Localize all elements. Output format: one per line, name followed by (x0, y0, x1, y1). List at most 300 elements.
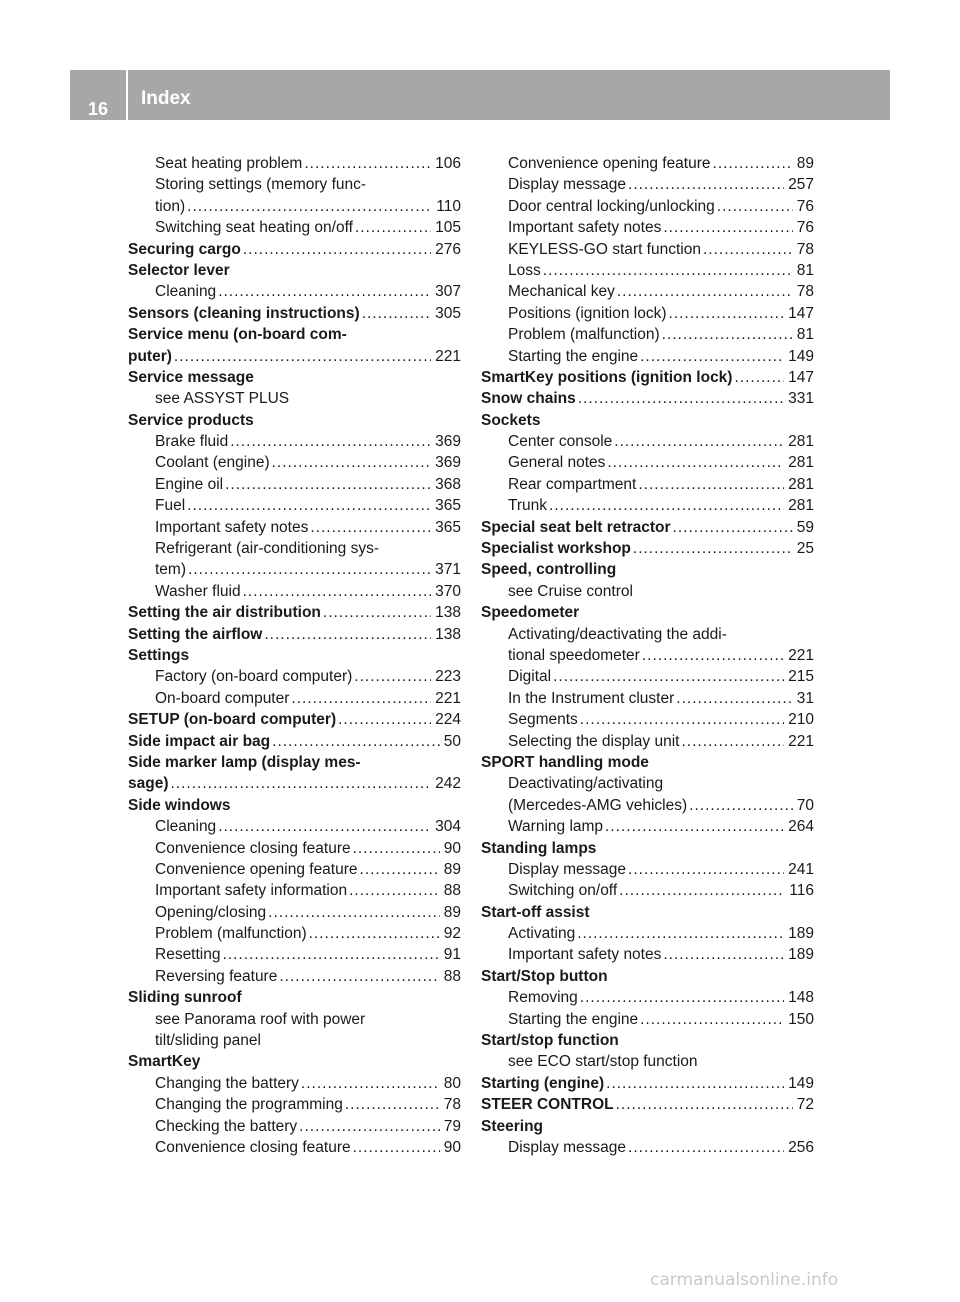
page-ref: 147 (788, 368, 814, 386)
index-entry (481, 624, 814, 645)
entry-text: Problem (malfunction) (155, 925, 307, 943)
leader-dots (291, 688, 431, 709)
entry-text: Positions (ignition lock) (508, 304, 667, 322)
page-ref: 138 (435, 625, 461, 643)
entry-text: Reversing feature (155, 967, 278, 985)
page-ref: 78 (796, 240, 814, 258)
header-bar (70, 70, 890, 120)
leader-dots (669, 303, 785, 324)
index-entry (481, 474, 814, 495)
page-ref: 264 (788, 818, 814, 836)
entry-text: Start/stop function (481, 1032, 619, 1050)
page-ref: 105 (435, 219, 461, 237)
leader-dots (642, 645, 784, 666)
leader-dots (614, 431, 784, 452)
entry-text: Warning lamp (508, 818, 604, 836)
entry-text: Digital (508, 668, 552, 686)
leader-dots (243, 581, 432, 602)
leader-dots (272, 452, 432, 473)
page-ref: 91 (443, 946, 461, 964)
page-ref: 221 (788, 732, 814, 750)
page-ref: 59 (796, 518, 814, 536)
index-entry (128, 1116, 461, 1137)
index-entry (128, 495, 461, 516)
index-entry (481, 731, 814, 752)
entry-text: Convenience closing feature (155, 1138, 351, 1156)
entry-text: Opening/closing (155, 903, 267, 921)
index-entry (128, 1137, 461, 1158)
index-heading (128, 410, 461, 431)
entry-text: Convenience closing feature (155, 839, 351, 857)
leader-dots (355, 217, 431, 238)
index-entry (128, 474, 461, 495)
page-ref: 276 (435, 240, 461, 258)
leader-dots (549, 495, 784, 516)
leader-dots (218, 816, 431, 837)
leader-dots (299, 1116, 440, 1137)
index-heading (481, 517, 814, 538)
entry-text: Center console (508, 433, 613, 451)
index-entry (481, 260, 814, 281)
index-entry (128, 816, 461, 837)
index-entry (128, 1094, 461, 1115)
page-ref: 189 (788, 925, 814, 943)
page-ref: 110 (436, 197, 461, 215)
index-entry (481, 452, 814, 473)
index-heading (128, 602, 461, 623)
entry-text: Important safety information (155, 882, 348, 900)
index-entry (128, 944, 461, 965)
entry-text: Coolant (engine) (155, 454, 270, 472)
entry-text: Resetting (155, 946, 221, 964)
page-ref: 257 (788, 176, 814, 194)
entry-text: Washer fluid (155, 582, 241, 600)
index-entry (481, 239, 814, 260)
index-entry (128, 688, 461, 709)
entry-text: Checking the battery (155, 1117, 298, 1135)
entry-text: Deactivating/activating (508, 775, 664, 793)
index-entry (481, 153, 814, 174)
entry-text: Selector lever (128, 261, 230, 279)
entry-text: Refrigerant (air-conditioning sys- (155, 540, 379, 558)
entry-text: Trunk (508, 497, 548, 515)
index-entry (481, 1137, 814, 1158)
index-heading (128, 303, 461, 324)
index-entry (481, 217, 814, 238)
page-ref: 150 (788, 1010, 814, 1028)
page-ref: 50 (443, 732, 461, 750)
page-ref: 147 (788, 304, 814, 322)
index-entry (481, 944, 814, 965)
page-ref: 116 (789, 882, 814, 900)
leader-dots (607, 452, 784, 473)
entry-text: Activating/deactivating the addi- (508, 625, 727, 643)
index-entry (481, 581, 814, 602)
entry-text: Problem (malfunction) (508, 326, 660, 344)
page-ref: 81 (796, 261, 814, 279)
entry-text: Activating (508, 925, 576, 943)
leader-dots (362, 303, 431, 324)
leader-dots (268, 902, 440, 923)
page-title: Index (141, 88, 191, 109)
index-heading (128, 773, 461, 794)
leader-dots (673, 517, 793, 538)
entry-text: Display message (508, 860, 627, 878)
entry-text: On-board computer (155, 689, 290, 707)
entry-text: Speed, controlling (481, 561, 617, 579)
entry-text: tional speedometer (508, 646, 640, 664)
entry-text: Changing the programming (155, 1096, 343, 1114)
entry-text: SmartKey (128, 1053, 201, 1071)
entry-text: Sockets (481, 411, 541, 429)
leader-dots (640, 1009, 784, 1030)
entry-text: Switching on/off (508, 882, 618, 900)
leader-dots (354, 666, 431, 687)
leader-dots (676, 688, 792, 709)
entry-text: see ECO start/stop function (508, 1053, 698, 1071)
index-heading (481, 902, 814, 923)
index-heading (481, 538, 814, 559)
index-heading (481, 410, 814, 431)
entry-text: Important safety notes (508, 219, 662, 237)
leader-dots (272, 731, 440, 752)
leader-dots (717, 196, 793, 217)
entry-text: Selecting the display unit (508, 732, 680, 750)
index-entry (128, 1030, 461, 1051)
page-ref: 281 (788, 475, 814, 493)
page-ref: 331 (788, 390, 814, 408)
index-entry (481, 709, 814, 730)
page-ref: 89 (443, 860, 461, 878)
entry-text: Factory (on-board computer) (155, 668, 353, 686)
page-ref: 370 (435, 582, 461, 600)
page-ref: 79 (443, 1117, 461, 1135)
leader-dots (662, 324, 793, 345)
leader-dots (187, 495, 431, 516)
leader-dots (663, 944, 784, 965)
index-heading (128, 709, 461, 730)
page-ref: 72 (796, 1096, 814, 1114)
leader-dots (681, 731, 784, 752)
entry-text: Seat heating problem (155, 155, 303, 172)
entry-text: (Mercedes-AMG vehicles) (508, 796, 688, 814)
index-entry (481, 773, 814, 794)
index-entry (481, 688, 814, 709)
entry-text: Service menu (on-board com- (128, 326, 347, 344)
entry-text: Convenience opening feature (508, 155, 711, 172)
page-ref: 221 (435, 347, 461, 365)
leader-dots (279, 966, 439, 987)
entry-text: Cleaning (155, 283, 217, 301)
index-entry (481, 1051, 814, 1072)
entry-text: Rear compartment (508, 475, 637, 493)
page-ref: 80 (443, 1074, 461, 1092)
index-heading (128, 260, 461, 281)
entry-text: Display message (508, 1138, 627, 1156)
index-heading (128, 367, 461, 388)
leader-dots (734, 367, 784, 388)
index-heading (481, 388, 814, 409)
index-entry (128, 923, 461, 944)
page-ref: 89 (796, 155, 814, 172)
leader-dots (628, 174, 784, 195)
page-ref: 78 (443, 1096, 461, 1114)
page-ref: 76 (796, 197, 814, 215)
index-heading (128, 239, 461, 260)
entry-text: Starting the engine (508, 1010, 639, 1028)
entry-text: Steering (481, 1117, 544, 1135)
leader-dots (174, 346, 431, 367)
page-ref: 365 (435, 518, 461, 536)
index-heading (481, 559, 814, 580)
entry-text: Start-off assist (481, 903, 590, 921)
page-ref: 210 (788, 711, 814, 729)
index-heading (128, 324, 461, 345)
index-entry (128, 538, 461, 559)
page-ref: 369 (435, 454, 461, 472)
index-entry (481, 1009, 814, 1030)
page-ref: 369 (435, 433, 461, 451)
page-ref: 368 (435, 475, 461, 493)
index-entry (128, 838, 461, 859)
leader-dots (577, 923, 784, 944)
entry-text: tion) (155, 197, 186, 215)
index-entry (481, 495, 814, 516)
index-entry (128, 388, 461, 409)
entry-text: Start/Stop button (481, 967, 608, 985)
page-ref: 304 (435, 818, 461, 836)
index-heading (481, 1116, 814, 1137)
leader-dots (619, 880, 785, 901)
index-entry (481, 196, 814, 217)
leader-dots (309, 923, 440, 944)
index-entry (481, 281, 814, 302)
index-heading (481, 966, 814, 987)
leader-dots (222, 944, 439, 965)
entry-text: Changing the battery (155, 1074, 299, 1092)
entry-text: tilt/sliding panel (155, 1032, 261, 1050)
index-entry (128, 859, 461, 880)
index-heading (481, 838, 814, 859)
leader-dots (713, 153, 793, 174)
entry-text: sage) (128, 775, 169, 793)
page-ref: 25 (796, 540, 814, 558)
leader-dots (264, 624, 431, 645)
page-ref: 92 (443, 925, 461, 943)
header-divider (126, 70, 128, 120)
index-entry (128, 174, 461, 195)
entry-text: In the Instrument cluster (508, 689, 675, 707)
index-entry (481, 923, 814, 944)
leader-dots (353, 1137, 440, 1158)
entry-text: Storing settings (memory func- (155, 176, 367, 194)
entry-text: SPORT handling mode (481, 753, 649, 771)
leader-dots (543, 260, 793, 281)
page-ref: 89 (443, 903, 461, 921)
entry-text: Segments (508, 711, 578, 729)
page-ref: 78 (796, 283, 814, 301)
index-entry (481, 880, 814, 901)
leader-dots (640, 346, 784, 367)
index-entry (481, 645, 814, 666)
leader-dots (553, 666, 784, 687)
leader-dots (171, 773, 432, 794)
leader-dots (230, 431, 431, 452)
leader-dots (703, 239, 793, 260)
leader-dots (580, 987, 784, 1008)
page-ref: 281 (788, 454, 814, 472)
entry-text: Standing lamps (481, 839, 597, 857)
leader-dots (638, 474, 784, 495)
page-ref: 371 (435, 561, 461, 579)
leader-dots (605, 816, 784, 837)
page-ref: 148 (788, 989, 814, 1007)
page-ref: 307 (435, 283, 461, 301)
index-entry (481, 666, 814, 687)
entry-text: Fuel (155, 497, 186, 515)
page-ref: 221 (435, 689, 461, 707)
entry-text: Important safety notes (508, 946, 662, 964)
leader-dots (301, 1073, 440, 1094)
page-ref: 215 (788, 668, 814, 686)
entry-text: Setting the airflow (128, 625, 263, 643)
index-heading (128, 645, 461, 666)
entry-text: Display message (508, 176, 627, 194)
entry-text: Side marker lamp (display mes- (128, 753, 361, 771)
entry-text: Specialist workshop (481, 540, 631, 558)
index-heading (481, 602, 814, 623)
index-entry (481, 324, 814, 345)
leader-dots (243, 239, 431, 260)
entry-text: Brake fluid (155, 433, 229, 451)
index-entry (128, 153, 461, 174)
index-entry (128, 559, 461, 580)
page-ref: 81 (796, 326, 814, 344)
watermark: carmanualsonline.info (650, 1270, 839, 1290)
entry-text: Cleaning (155, 818, 217, 836)
page-ref: 224 (435, 711, 461, 729)
page-ref: 242 (435, 775, 461, 793)
leader-dots (304, 153, 431, 174)
leader-dots (633, 538, 793, 559)
leader-dots (188, 559, 431, 580)
leader-dots (349, 880, 440, 901)
index-entry (128, 517, 461, 538)
index-entry (128, 217, 461, 238)
leader-dots (617, 281, 793, 302)
entry-text: Side impact air bag (128, 732, 271, 750)
entry-text: Mechanical key (508, 283, 615, 301)
page-ref: 189 (788, 946, 814, 964)
entry-text: puter) (128, 347, 172, 365)
index-entry (481, 795, 814, 816)
entry-text: Sliding sunroof (128, 989, 242, 1007)
index-column-right (481, 153, 814, 1158)
entry-text: Settings (128, 646, 190, 664)
leader-dots (345, 1094, 440, 1115)
index-heading (481, 1094, 814, 1115)
index-entry (128, 880, 461, 901)
leader-dots (360, 859, 440, 880)
entry-text: Special seat belt retractor (481, 518, 671, 536)
page-ref: 223 (435, 668, 461, 686)
leader-dots (353, 838, 440, 859)
entry-text: Sensors (cleaning instructions) (128, 304, 360, 322)
index-heading (481, 367, 814, 388)
page-number: 16 (87, 99, 109, 119)
index-entry (128, 1009, 461, 1030)
index-entry (128, 902, 461, 923)
index-entry (481, 303, 814, 324)
page-ref: 256 (788, 1138, 814, 1156)
page-ref: 138 (435, 604, 461, 622)
page-ref: 88 (443, 882, 461, 900)
leader-dots (628, 1137, 784, 1158)
index-entry (128, 1073, 461, 1094)
index-entry (128, 581, 461, 602)
leader-dots (578, 388, 784, 409)
entry-text: see Cruise control (508, 582, 633, 600)
index-entry (128, 966, 461, 987)
entry-text: see Panorama roof with power (155, 1010, 366, 1028)
page-ref: 365 (435, 497, 461, 515)
index-heading (481, 1030, 814, 1051)
index-entry (128, 196, 461, 217)
page-ref: 76 (796, 219, 814, 237)
index-heading (128, 346, 461, 367)
index-entry (481, 816, 814, 837)
index-entry (481, 174, 814, 195)
leader-dots (225, 474, 431, 495)
entry-text: KEYLESS-GO start function (508, 240, 701, 258)
page-ref: 149 (788, 347, 814, 365)
index-entry (481, 859, 814, 880)
index-heading (128, 1051, 461, 1072)
index-heading (128, 731, 461, 752)
index-entry (128, 431, 461, 452)
entry-text: Loss (508, 261, 541, 279)
entry-text: Removing (508, 989, 578, 1007)
entry-text: General notes (508, 454, 606, 472)
index-heading (481, 1073, 814, 1094)
entry-text: SmartKey positions (ignition lock) (481, 368, 733, 386)
entry-text: Important safety notes (155, 518, 309, 536)
entry-text: Securing cargo (128, 240, 241, 258)
leader-dots (628, 859, 784, 880)
page-ref: 31 (796, 689, 814, 707)
entry-text: Side windows (128, 796, 231, 814)
index-entry (128, 666, 461, 687)
page-ref: 241 (788, 860, 814, 878)
leader-dots (338, 709, 431, 730)
index-heading (481, 752, 814, 773)
entry-text: Service products (128, 411, 254, 429)
entry-text: STEER CONTROL (481, 1096, 614, 1114)
index-heading (128, 752, 461, 773)
index-heading (128, 624, 461, 645)
entry-text: Door central locking/unlocking (508, 197, 715, 215)
entry-text: Engine oil (155, 475, 224, 493)
entry-text: see ASSYST PLUS (155, 390, 290, 408)
entry-text: tem) (155, 561, 186, 579)
index-heading (128, 987, 461, 1008)
entry-text: Service message (128, 368, 254, 386)
page-ref: 149 (788, 1074, 814, 1092)
leader-dots (187, 196, 432, 217)
page-ref: 305 (435, 304, 461, 322)
entry-text: Convenience opening feature (155, 860, 358, 878)
entry-text: Switching seat heating on/off (155, 219, 353, 237)
